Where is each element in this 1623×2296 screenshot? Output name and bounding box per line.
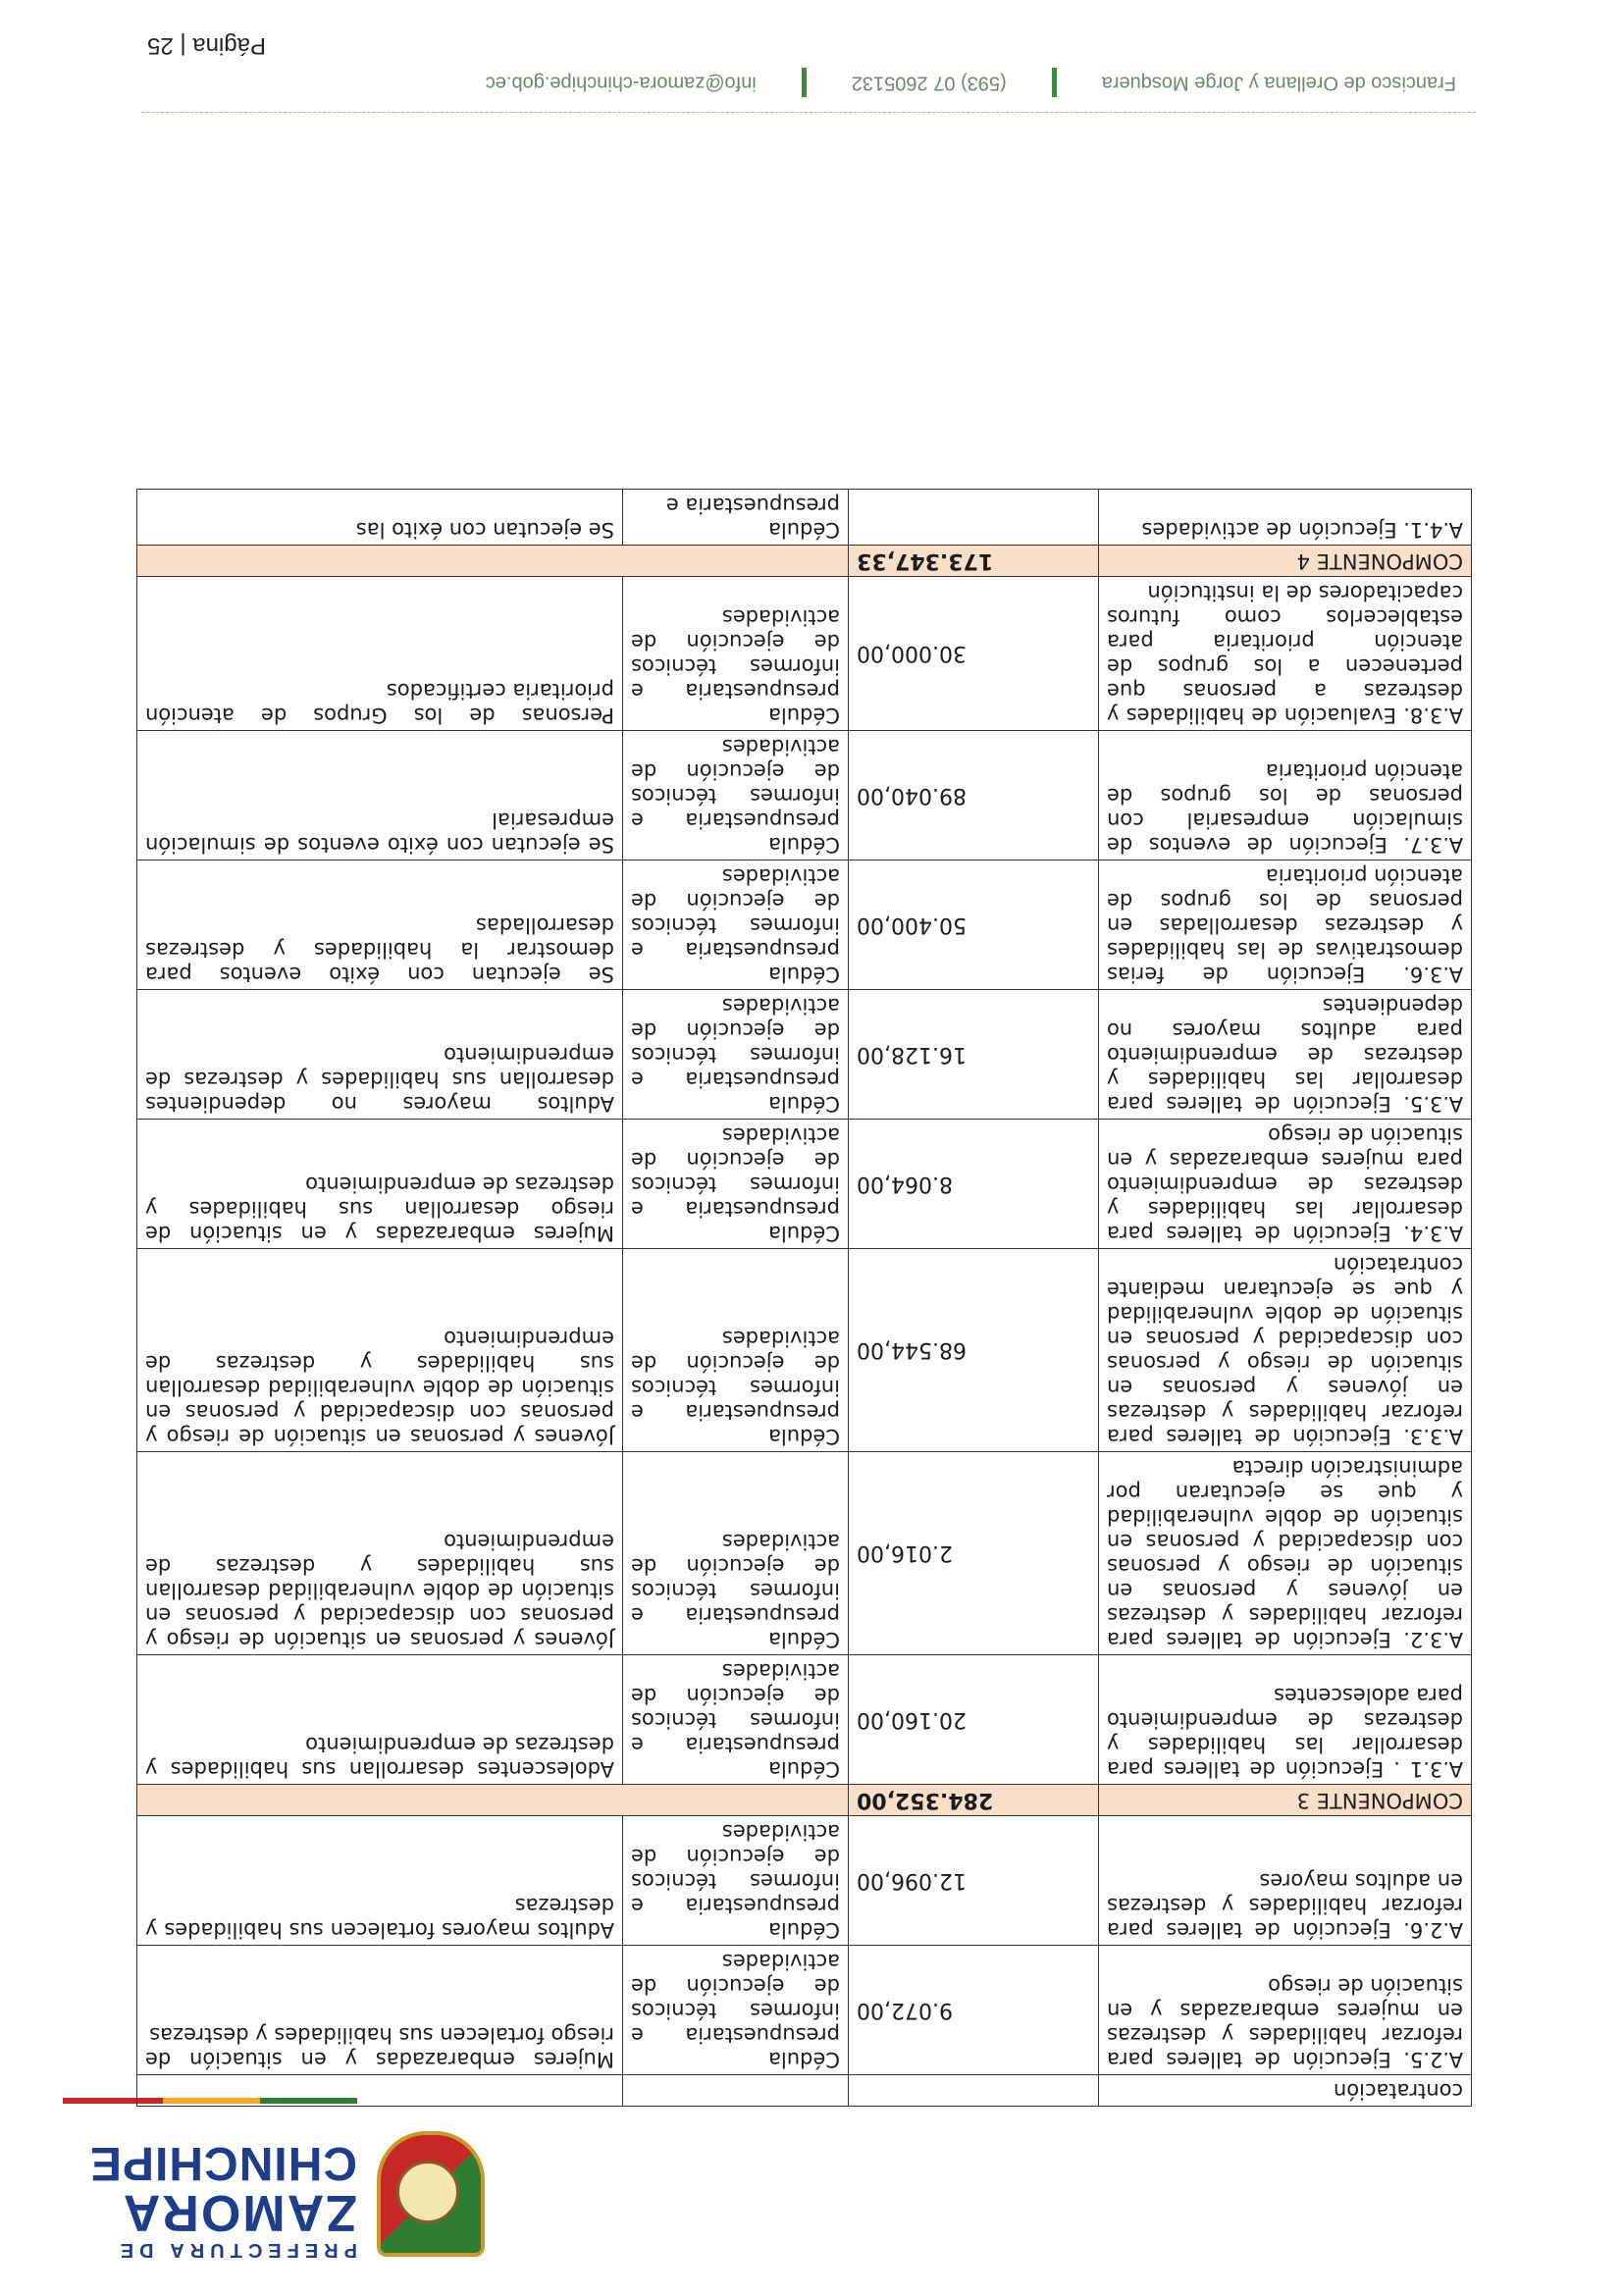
activities-table-body xyxy=(137,490,1472,2107)
logo-line-chinchipe: CHINCHIPE xyxy=(88,2137,357,2189)
result-cell: Mujeres embarazadas y en situación de riesgo fortalecen sus habilidades y destrezas xyxy=(137,1946,623,2075)
verification-cell: Cédula presupuestaria e informes técnicos de ejecución de actividades xyxy=(623,1120,849,1249)
verification-cell: Cédula presupuestaria e informes técnicos de ejecución de actividades xyxy=(623,1946,849,2075)
amount-cell xyxy=(849,490,1099,546)
component-label: COMPONENTE 3 xyxy=(1099,1785,1472,1816)
table-row xyxy=(137,1249,1472,1452)
table-row xyxy=(137,861,1472,990)
coat-of-arms-logo xyxy=(377,2131,485,2257)
activity-cell: A.4.1. Ejecución de actividades xyxy=(1099,490,1472,546)
result-cell: Se ejecutan con éxito eventos para demostrar la habilidades y destrezas desarrolladas xyxy=(137,861,623,990)
verification-cell: Cédula presupuestaria e informes técnicos de ejecución de actividades xyxy=(623,731,849,861)
table-row xyxy=(137,990,1472,1120)
logo-prefix: PREFECTURA DE xyxy=(114,2239,357,2261)
activity-cell: A.2.6. Ejecución de talleres para reforzar habilidades y destrezas en adultos mayores xyxy=(1099,1816,1472,1946)
table-row xyxy=(137,1655,1472,1785)
amount-cell: 50.400,00 xyxy=(849,861,1099,990)
result-cell: Adolescentes desarrollan sus habilidades y destrezas de emprendimiento xyxy=(137,1655,623,1785)
amount-cell: 68.544,00 xyxy=(849,1249,1099,1452)
footer-authors: Francisco de Orellana y Jorge Mosquera xyxy=(1101,72,1456,94)
table-row xyxy=(137,731,1472,861)
component-empty-cell xyxy=(137,1785,849,1816)
verification-cell: Cédula presupuestaria e xyxy=(623,490,849,546)
component-label: COMPONENTE 4 xyxy=(1099,546,1472,577)
verification-cell xyxy=(623,2075,849,2107)
result-cell: Se ejecutan con éxito eventos de simulación empresarial xyxy=(137,731,623,861)
component-row xyxy=(137,546,1472,577)
table-row xyxy=(137,1816,1472,1946)
coat-of-arms-emblem xyxy=(396,2161,459,2223)
amount-cell: 20.160,00 xyxy=(849,1655,1099,1785)
table-row xyxy=(137,1452,1472,1655)
footer-divider xyxy=(141,112,1476,113)
footer-separator xyxy=(1052,68,1057,97)
table-row xyxy=(137,490,1472,546)
activity-cell: A.3.8. Evaluación de habilidades y destrezas a personas que pertenecen a los grupos de atención prioritaria para establecerlos como futuros capacitadores de la institución xyxy=(1099,577,1472,731)
verification-cell: Cédula presupuestaria e informes técnicos de ejecución de actividades xyxy=(623,1452,849,1655)
activity-cell: A.3.7. Ejecución de eventos de simulación empresarial con personas de los grupos de atención prioritaria xyxy=(1099,731,1472,861)
verification-cell: Cédula presupuestaria e informes técnicos de ejecución de actividades xyxy=(623,1655,849,1785)
amount-cell: 89.040,00 xyxy=(849,731,1099,861)
prefecture-logo-text xyxy=(24,2138,357,2261)
result-cell: Mujeres embarazadas y en situación de riesgo desarrollan sus habilidades y destrezas de emprendimiento xyxy=(137,1120,623,1249)
footer-contact xyxy=(486,68,1456,97)
table-row xyxy=(137,577,1472,731)
verification-cell: Cédula presupuestaria e informes técnicos de ejecución de actividades xyxy=(623,861,849,990)
activities-table xyxy=(136,489,1472,2107)
table-row xyxy=(137,1120,1472,1249)
amount-cell: 30.000,00 xyxy=(849,577,1099,731)
result-cell: Se ejecutan con éxito las xyxy=(137,490,623,546)
component-empty-cell xyxy=(137,546,849,577)
amount-cell: 8.064,00 xyxy=(849,1120,1099,1249)
component-row xyxy=(137,1785,1472,1816)
component-total: 173.347,33 xyxy=(849,546,1099,577)
footer-separator xyxy=(802,68,807,97)
footer-phone: (593) 07 2605132 xyxy=(851,72,1007,94)
component-total: 284.352,00 xyxy=(849,1785,1099,1816)
activity-cell: A.3.4. Ejecución de talleres para desarrollar las habilidades y destrezas de emprendimiento para mujeres embarazadas y en situación de riesgo xyxy=(1099,1120,1472,1249)
activity-cell: A.3.2. Ejecución de talleres para reforzar habilidades y destrezas en jóvenes y personas en situación de riesgo y personas con discapacidad y personas en situación de doble vulnerabilidad y que se ejecutaran por administración directa xyxy=(1099,1452,1472,1655)
verification-cell: Cédula presupuestaria e informes técnicos de ejecución de actividades xyxy=(623,990,849,1120)
activity-cell: A.3.5. Ejecución de talleres para desarrollar las habilidades y destrezas de emprendimiento para adultos mayores no dependientes xyxy=(1099,990,1472,1120)
result-cell: Personas de los Grupos de atención prioritaria certificados xyxy=(137,577,623,731)
result-cell xyxy=(137,2075,623,2107)
continuation-row xyxy=(137,2075,1472,2107)
footer xyxy=(0,0,1623,113)
activity-cell: A.3.6. Ejecución de ferias demostrativas de las habilidades y destrezas desarrolladas en personas de los grupos de atención prioritaria xyxy=(1099,861,1472,990)
amount-cell: 16.128,00 xyxy=(849,990,1099,1120)
table-row xyxy=(137,1946,1472,2075)
amount-cell: 9.072,00 xyxy=(849,1946,1099,2075)
amount-cell: 2.016,00 xyxy=(849,1452,1099,1655)
footer-email: info@zamora-chinchipe.gob.ec xyxy=(485,72,757,94)
activity-cell: A.3.1 . Ejecución de talleres para desarrollar las habilidades y destrezas de emprendimiento para adolescentes xyxy=(1099,1655,1472,1785)
result-cell: Jóvenes y personas en situación de riesgo y personas con discapacidad y personas en situación de doble vulnerabilidad desarrollan sus habilidades y destrezas de emprendimiento xyxy=(137,1452,623,1655)
activity-cell: contratación xyxy=(1099,2075,1472,2107)
activity-cell: A.3.3. Ejecución de talleres para reforzar habilidades y destrezas en jóvenes y personas en situación de riesgo y personas con discapacidad y personas en situación de doble vulnerabilidad y que se ejecutaran mediante contratación xyxy=(1099,1249,1472,1452)
header xyxy=(0,2100,1623,2296)
logo-line-zamora: ZAMORA xyxy=(121,2184,357,2241)
amount-cell xyxy=(849,2075,1099,2107)
result-cell: Adultos mayores fortalecen sus habilidades y destrezas xyxy=(137,1816,623,1946)
page-number: Página | 25 xyxy=(147,32,266,59)
verification-cell: Cédula presupuestaria e informes técnicos de ejecución de actividades xyxy=(623,1816,849,1946)
verification-cell: Cédula presupuestaria e informes técnicos de ejecución de actividades xyxy=(623,1249,849,1452)
result-cell: Adultos mayores no dependientes desarrollan sus habilidades y destrezas de emprendimiento xyxy=(137,990,623,1120)
verification-cell: Cédula presupuestaria e informes técnicos de ejecución de actividades xyxy=(623,577,849,731)
activity-cell: A.2.5. Ejecución de talleres para reforzar habilidades y destrezas en mujeres embarazadas y en situación de riesgo xyxy=(1099,1946,1472,2075)
amount-cell: 12.096,00 xyxy=(849,1816,1099,1946)
result-cell: Jóvenes y personas en situación de riesgo y personas con discapacidad y personas en situación de doble vulnerabilidad desarrollan sus habilidades y destrezas de emprendimiento xyxy=(137,1249,623,1452)
